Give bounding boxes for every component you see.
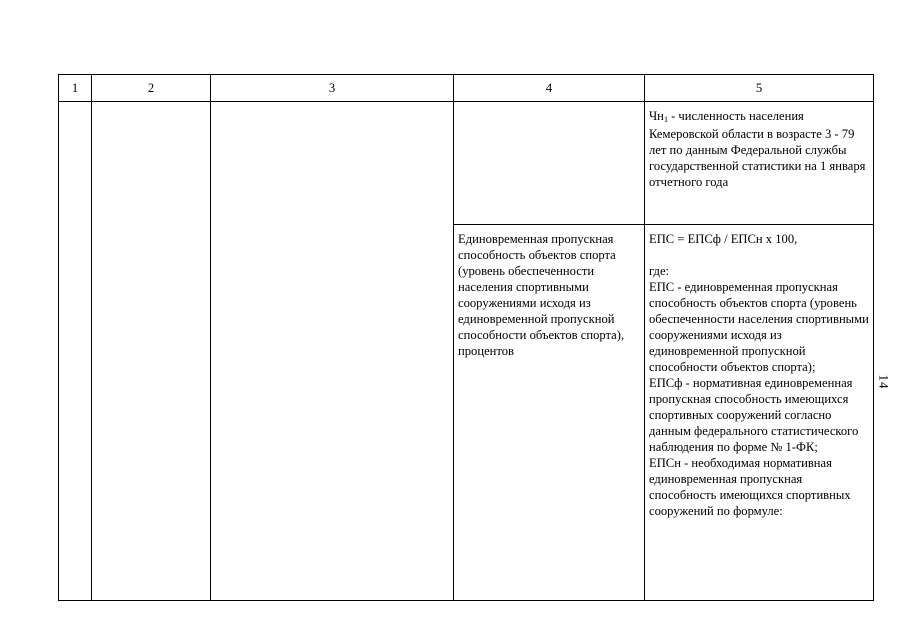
page-number: 14 bbox=[876, 374, 892, 390]
row1-col5 bbox=[645, 102, 874, 225]
header-col-5: 5 bbox=[645, 75, 874, 102]
variable-description: - численность населения Кемеровской области в возрасте 3 - 79 лет по данным Федеральной службы государственной статистики на 1 января отчетного года bbox=[649, 109, 866, 189]
population-definition bbox=[645, 102, 873, 190]
variable-name: Чн bbox=[649, 109, 664, 123]
indicator-name: Единовременная пропускная способность объектов спорта (уровень обеспеченности населения спортивными сооружениями исходя из единовременной пропускной способности объектов спорта), процентов bbox=[458, 232, 625, 358]
formula: ЕПС = ЕПСф / ЕПСн х 100, bbox=[649, 232, 798, 246]
indicator-table bbox=[58, 74, 874, 601]
row1-col3 bbox=[211, 102, 454, 601]
where-label: где: bbox=[649, 264, 670, 278]
variable-subscript: 1 bbox=[663, 115, 668, 124]
definition-epsf: ЕПСф - нормативная единовременная пропускная способность имеющихся спортивных сооружений согласно данным федерального статистического наблюдения по форме № 1-ФК; bbox=[649, 376, 859, 454]
row2-col4 bbox=[454, 225, 645, 601]
row1-col2 bbox=[92, 102, 211, 601]
row2-col5 bbox=[645, 225, 874, 601]
row1-col1 bbox=[59, 102, 92, 601]
definition-eps: ЕПС - единовременная пропускная способность объектов спорта (уровень обеспеченности населения спортивными сооружениями исходя из единовременной пропускной способности объектов спорта); bbox=[649, 280, 869, 374]
header-col-2: 2 bbox=[92, 75, 211, 102]
table-row bbox=[59, 102, 874, 225]
row1-col4 bbox=[454, 102, 645, 225]
definition-epsn: ЕПСн - необходимая нормативная единовременная пропускная способность имеющихся спортивных сооружений по формуле: bbox=[649, 456, 851, 518]
calculation-method bbox=[645, 225, 873, 519]
table-header-row bbox=[59, 75, 874, 102]
header-col-4: 4 bbox=[454, 75, 645, 102]
header-col-1: 1 bbox=[59, 75, 92, 102]
header-col-3: 3 bbox=[211, 75, 454, 102]
